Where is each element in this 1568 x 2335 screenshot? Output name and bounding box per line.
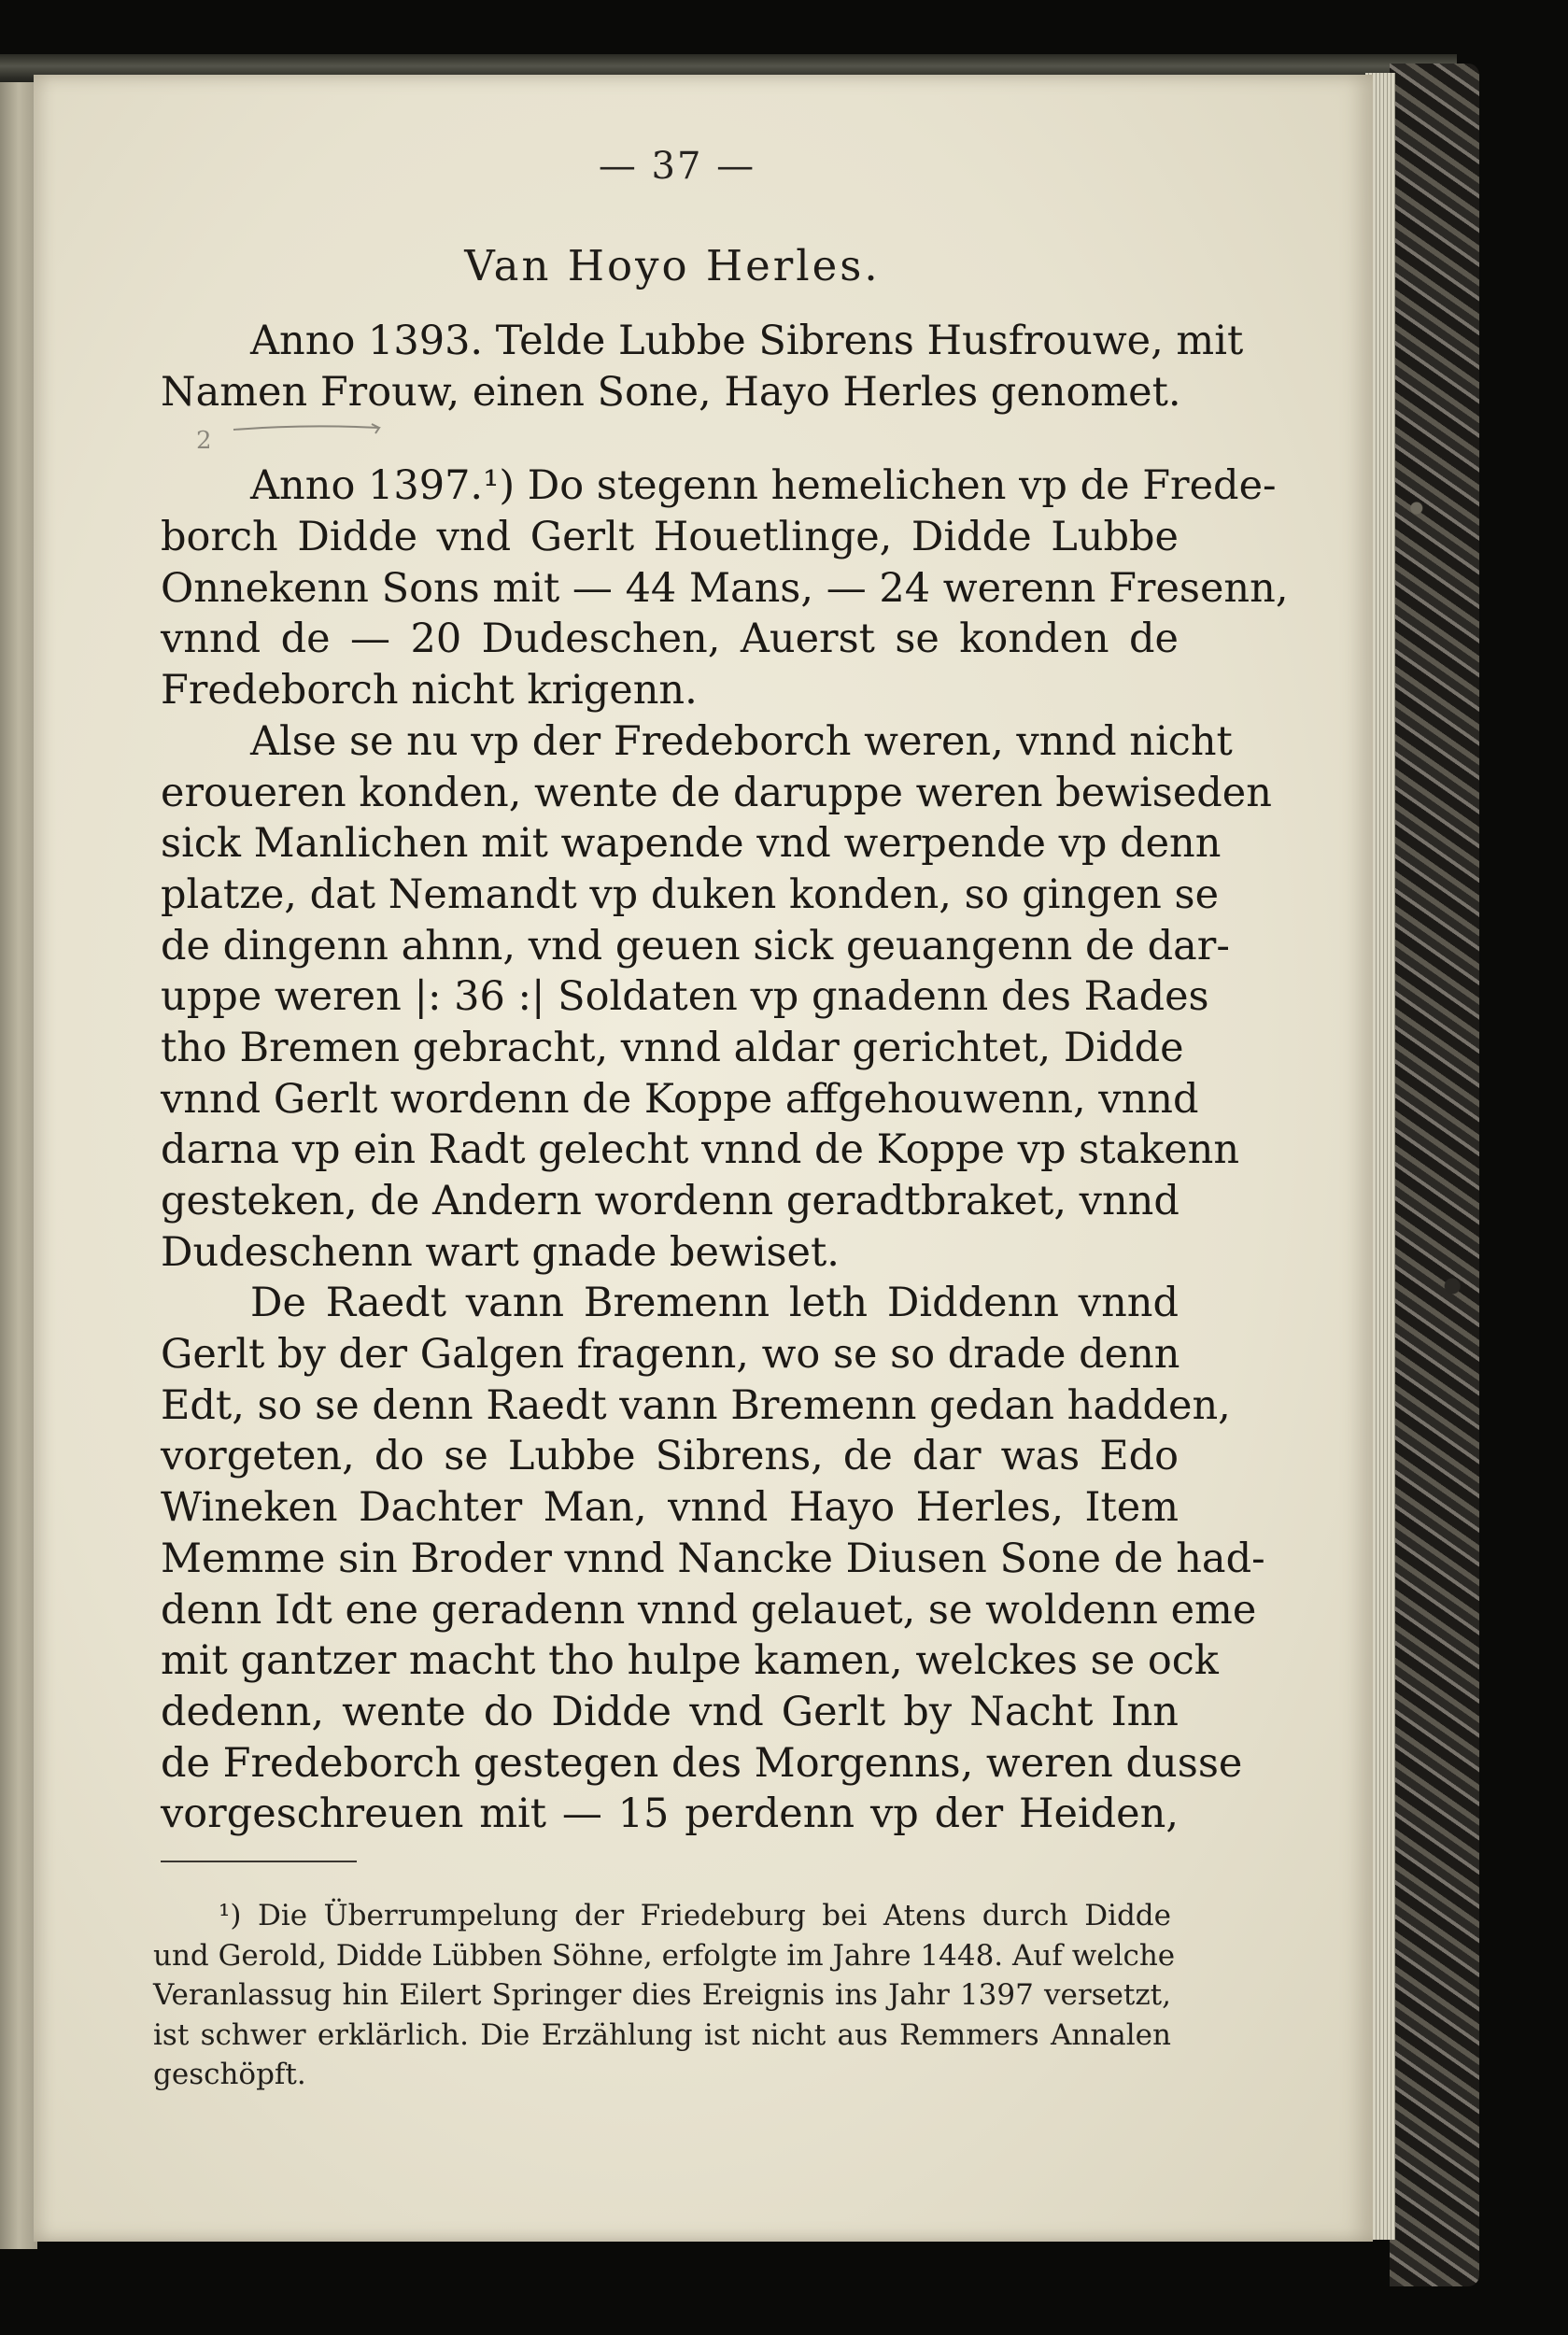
footnote-divider — [161, 1861, 357, 1862]
text-line: de Fredeborch gestegen des Morgenns, weren dusse — [161, 1739, 1243, 1787]
footnote-line: geschöpft. — [153, 2058, 306, 2091]
text-line: gesteken, de Andern wordenn geradtbraket, vnnd — [161, 1178, 1180, 1224]
text-line: Memme sin Broder vnnd Nancke Diusen Sone de had- — [161, 1535, 1265, 1582]
text-line: platze, dat Nemandt vp duken konden, so gingen se — [161, 870, 1220, 918]
page-number: — 37 — — [598, 145, 756, 188]
text-line: eroueren konden, wente de daruppe weren bewiseden — [161, 769, 1272, 816]
paragraph-2 — [161, 460, 1289, 715]
text-line: Fredeborch nicht krigenn. — [161, 667, 698, 715]
text-line: vnnd de — 20 Dudeschen, Auerst se konden de — [161, 616, 1179, 663]
footnote-line: Veranlassug hin Eilert Springer dies Ereignis ins Jahr 1397 versetzt, — [153, 1978, 1171, 2012]
text-line: uppe weren |: 36 :| Soldaten vp gnadenn des Rades — [161, 973, 1209, 1021]
text-line: denn Idt ene geradenn vnnd gelauet, se woldenn eme — [161, 1586, 1257, 1634]
text-line: Alse se nu vp der Fredeborch weren, vnnd nicht — [250, 717, 1233, 765]
pencil-annotation-text: 2 — [196, 427, 212, 454]
text-line: Gerlt by der Galgen fragenn, wo se so drade denn — [161, 1331, 1180, 1379]
paragraph-gap — [161, 417, 1179, 466]
left-page-edge — [0, 82, 37, 2249]
text-line: tho Bremen gebracht, vnnd aldar gerichtet, Didde — [161, 1024, 1184, 1071]
footnote-line: ist schwer erklärlich. Die Erzählung ist nicht aus Remmers Annalen — [153, 2017, 1171, 2052]
text-line: darna vp ein Radt gelecht vnnd de Koppe vp stakenn — [161, 1126, 1240, 1174]
text-line: mit gantzer macht tho hulpe kamen, welckes se ock — [161, 1637, 1219, 1685]
text-line: Onnekenn Sons mit — 44 Mans, — 24 werenn Fresenn, — [161, 564, 1289, 612]
body-text — [161, 316, 1289, 1840]
text-line: sick Manlichen mit wapende vnd werpende vp denn — [161, 820, 1222, 868]
text-line: De Raedt vann Bremenn leth Diddenn vnnd — [250, 1280, 1179, 1327]
text-line: vnnd Gerlt wordenn de Koppe affgehouwenn, vnnd — [161, 1075, 1199, 1123]
paragraph-3 — [161, 716, 1272, 1279]
footnote-line: ¹) Die Überrumpelung der Friedeburg bei Atens durch Didde — [219, 1899, 1171, 1932]
text-line: Dudeschenn wart gnade bewiset. — [161, 1228, 840, 1276]
text-line: Anno 1397.¹) Do stegenn hemelichen vp de Frede- — [250, 462, 1277, 510]
text-line: vorgeschreuen mit — 15 perdenn vp der Heiden, — [161, 1790, 1179, 1838]
text-line: Edt, so se denn Raedt vann Bremenn gedan hadden, — [161, 1381, 1231, 1429]
marbled-cover — [1390, 64, 1479, 2286]
footnote-line: und Gerold, Didde Lübben Söhne, erfolgte im Jahre 1448. Auf welche — [153, 1938, 1176, 1973]
paragraph-4 — [161, 1278, 1265, 1840]
footnote — [153, 1896, 1176, 2095]
text-line: Wineken Dachter Man, vnnd Hayo Herles, Item — [161, 1484, 1179, 1532]
section-heading: Van Hoyo Herles. — [464, 241, 881, 290]
text-line: dedenn, wente do Didde vnd Gerlt by Nacht Inn — [161, 1688, 1179, 1735]
text-line: de dingenn ahnn, vnd geuen sick geuangenn de dar- — [161, 922, 1230, 969]
text-line: Namen Frouw, einen Sone, Hayo Herles genomet. — [161, 368, 1181, 416]
text-line: Anno 1393. Telde Lubbe Sibrens Husfrouwe, mit — [250, 318, 1244, 364]
text-line: vorgeten, do se Lubbe Sibrens, de dar was Edo — [161, 1433, 1179, 1480]
paragraph-1 — [161, 316, 1244, 417]
text-line: borch Didde vnd Gerlt Houetlinge, Didde Lubbe — [161, 514, 1179, 561]
